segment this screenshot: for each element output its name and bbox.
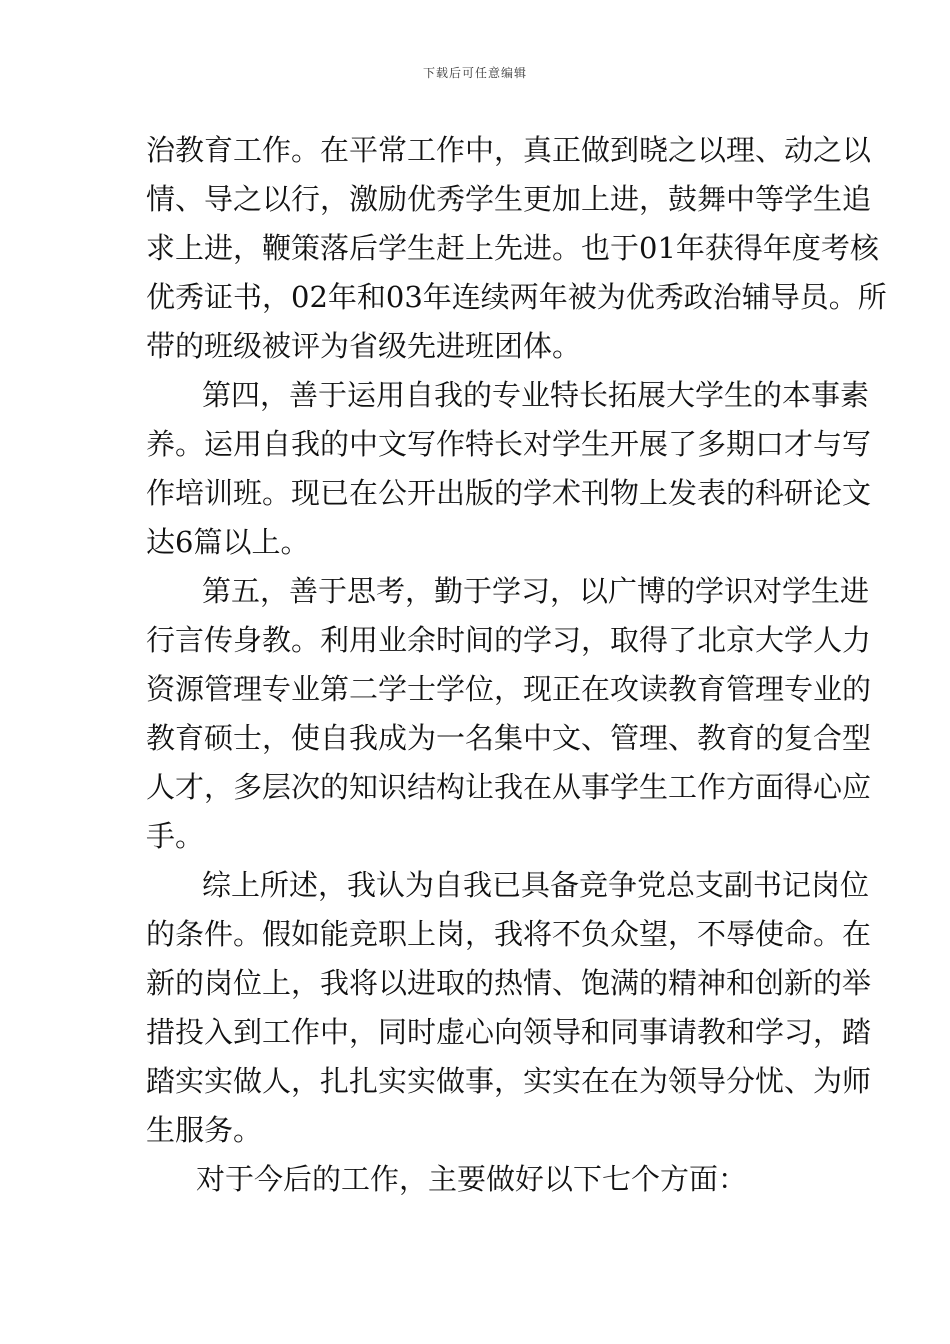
text-line: 优秀证书，02年和03年连续两年被为优秀政治辅导员。所: [146, 280, 887, 314]
text-line: 手。: [146, 819, 205, 853]
text-line: 养。运用自我的中文写作特长对学生开展了多期口才与写: [146, 427, 872, 461]
text-line: 教育硕士，使自我成为一名集中文、管理、教育的复合型: [146, 721, 872, 755]
text-line: 措投入到工作中，同时虚心向领导和同事请教和学习，踏: [146, 1015, 872, 1049]
text-line: 踏实实做人，扎扎实实做事，实实在在为领导分忧、为师: [146, 1064, 872, 1098]
text-line: 人才，多层次的知识结构让我在从事学生工作方面得心应: [146, 770, 872, 804]
document-body: [146, 126, 887, 1204]
text-line: 新的岗位上，我将以进取的热情、饱满的精神和创新的举: [146, 966, 872, 1000]
paragraph-start-line: 第五，善于思考，勤于学习，以广博的学识对学生进: [202, 574, 870, 608]
text-line: 行言传身教。利用业余时间的学习，取得了北京大学人力: [146, 623, 872, 657]
text-line: 的条件。假如能竞职上岗，我将不负众望，不辱使命。在: [146, 917, 872, 951]
text-line: 情、导之以行，激励优秀学生更加上进，鼓舞中等学生追: [146, 182, 872, 216]
text-line: 资源管理专业第二学士学位，现正在攻读教育管理专业的: [146, 672, 872, 706]
text-line: 治教育工作。在平常工作中，真正做到晓之以理、动之以: [146, 133, 872, 167]
paragraph-start-line: 第四，善于运用自我的专业特长拓展大学生的本事素: [202, 378, 870, 412]
text-line: 求上进，鞭策落后学生赶上先进。也于01年获得年度考核: [146, 231, 879, 265]
paragraph-start-line: 综上所述，我认为自我已具备竞争党总支副书记岗位: [202, 868, 870, 902]
text-line: 带的班级被评为省级先进班团体。: [146, 329, 582, 363]
paragraph-start-line: 对于今后的工作，主要做好以下七个方面：: [196, 1162, 748, 1196]
text-line: 达6篇以上。: [146, 525, 310, 559]
page-header: 下载后可任意编辑: [422, 66, 527, 80]
text-line: 作培训班。现已在公开出版的学术刊物上发表的科研论文: [146, 476, 872, 510]
text-line: 生服务。: [146, 1113, 263, 1147]
